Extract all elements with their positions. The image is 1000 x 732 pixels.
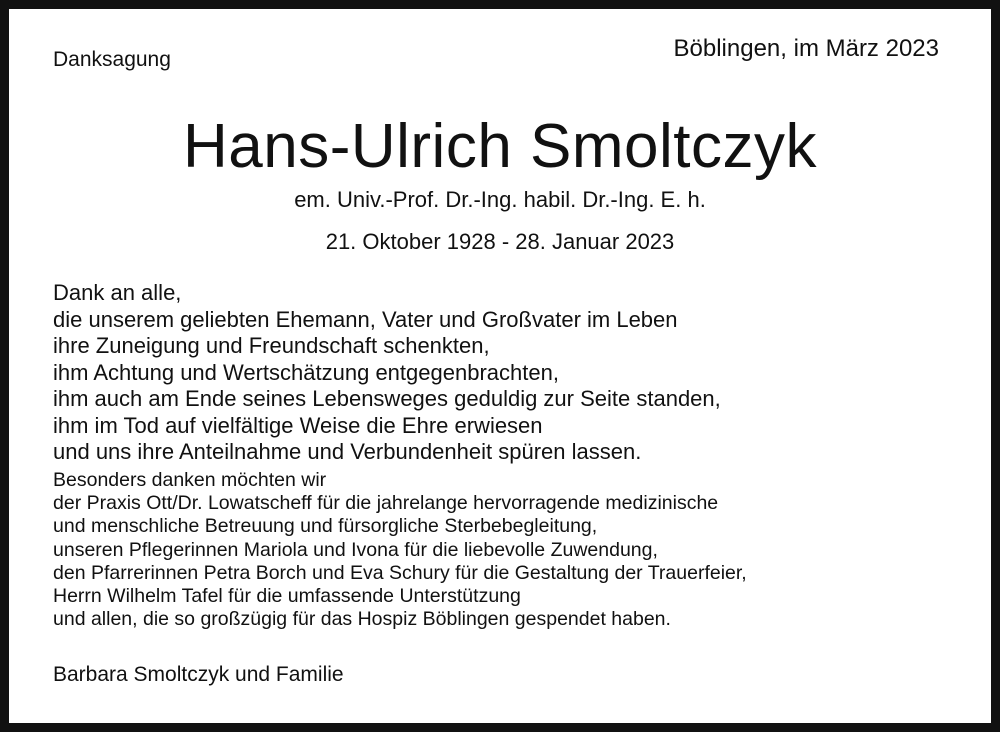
life-dates: 21. Oktober 1928 - 28. Januar 2023 xyxy=(325,229,675,254)
signature: Barbara Smoltczyk und Familie xyxy=(53,663,344,686)
notice-type-label: Danksagung xyxy=(53,48,171,71)
thanks-line: Dank an alle, xyxy=(53,280,182,305)
thanks-line: ihm auch am Ende seines Lebensweges geduldig zur Seite standen, xyxy=(53,386,721,411)
special-thanks-line: und allen, die so großzügig für das Hospiz Böblingen gespendet haben. xyxy=(53,608,671,631)
thanks-line: ihre Zuneigung und Freundschaft schenkten, xyxy=(53,333,490,358)
special-thanks-line: Besonders danken möchten wir xyxy=(53,469,327,491)
thanks-paragraph xyxy=(53,280,721,466)
special-thanks-line: und menschliche Betreuung und fürsorgliche Sterbebegleitung, xyxy=(53,515,598,538)
thanks-line: ihm Achtung und Wertschätzung entgegenbrachten, xyxy=(53,359,559,385)
special-thanks-paragraph xyxy=(53,469,747,631)
special-thanks-line: den Pfarrerinnen Petra Borch und Eva Schury für die Gestaltung der Trauerfeier, xyxy=(53,561,747,584)
place-date: Böblingen, im März 2023 xyxy=(673,35,939,62)
thanks-line: die unserem geliebten Ehemann, Vater und Großvater im Leben xyxy=(53,306,678,332)
deceased-name: Hans-Ulrich Smoltczyk xyxy=(182,112,818,181)
special-thanks-line: unseren Pflegerinnen Mariola und Ivona für die liebevolle Zuwendung, xyxy=(53,538,658,561)
thanks-line: und uns ihre Anteilnahme und Verbundenheit spüren lassen. xyxy=(53,439,642,464)
special-thanks-line: Herrn Wilhelm Tafel für die umfassende Unterstützung xyxy=(53,585,521,608)
special-thanks-line: der Praxis Ott/Dr. Lowatscheff für die jahrelange hervorragende medizinische xyxy=(53,492,719,515)
thanks-line: ihm im Tod auf vielfältige Weise die Ehre erwiesen xyxy=(53,412,543,438)
academic-title: em. Univ.-Prof. Dr.-Ing. habil. Dr.-Ing. E. h. xyxy=(294,187,706,212)
